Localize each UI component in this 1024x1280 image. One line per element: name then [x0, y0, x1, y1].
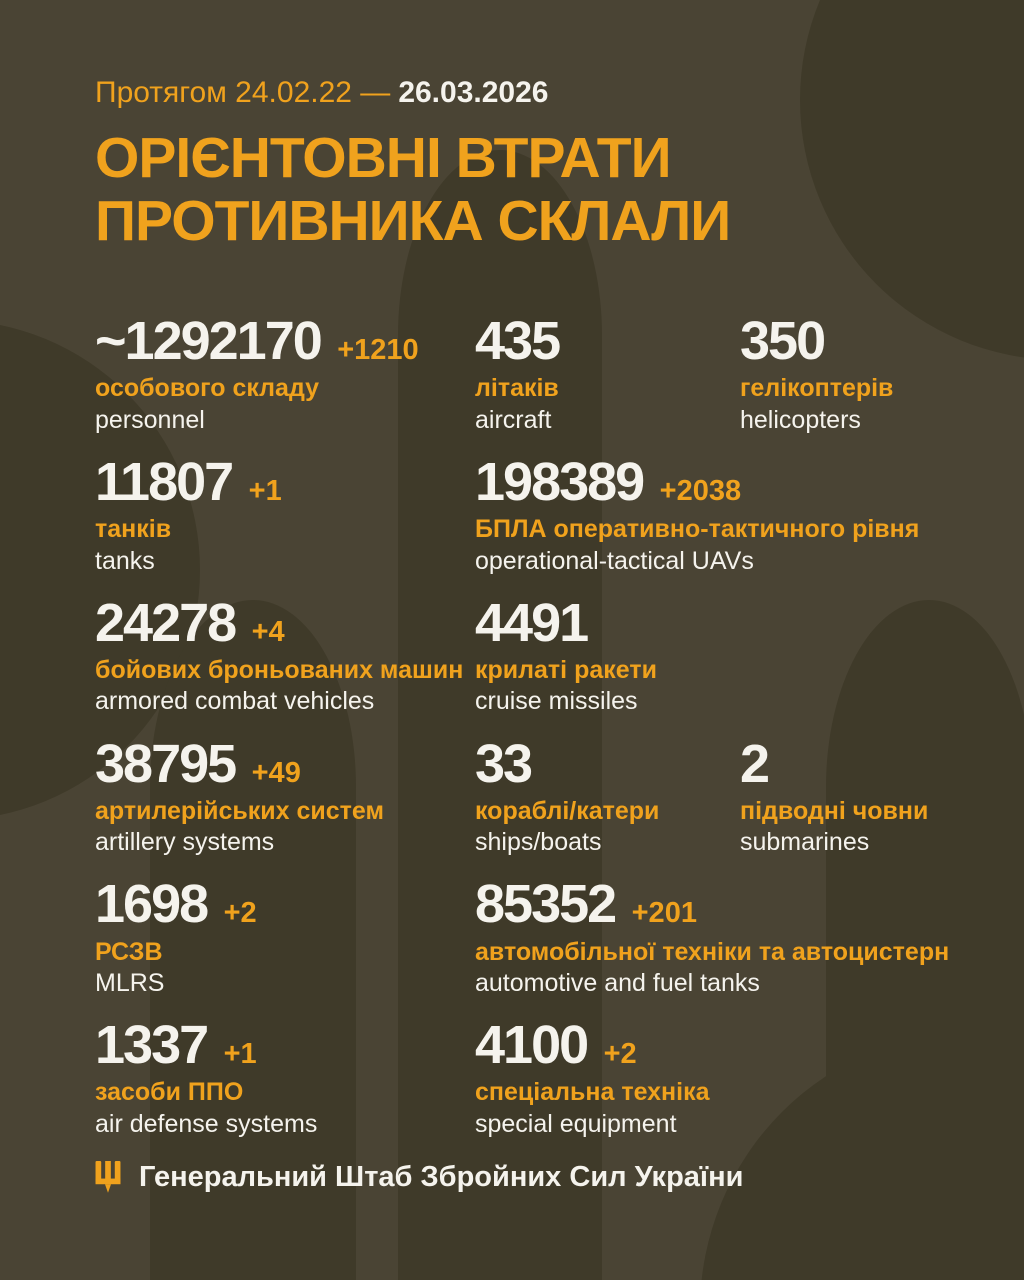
stat-label-en: aircraft	[475, 405, 552, 434]
stat-label-uk: артилерійських систем	[95, 796, 384, 825]
stats-row-6	[95, 1015, 988, 1140]
stat-label-en: personnel	[95, 405, 205, 434]
stat-number-line	[95, 874, 463, 935]
stat-cruise-missiles	[475, 592, 988, 718]
stat-label-uk: РСЗВ	[95, 937, 163, 966]
stat-delta: +49	[251, 756, 301, 789]
stat-special-equipment	[475, 1015, 988, 1140]
stat-number-line	[95, 1015, 463, 1076]
stat-value: 4491	[475, 592, 588, 653]
stat-number-line	[475, 1015, 976, 1076]
stat-label-en: automotive and fuel tanks	[475, 968, 760, 997]
stat-automotive	[475, 874, 988, 999]
org-name: Генеральний Штаб Збройних Сил України	[139, 1161, 744, 1194]
stat-label-uk: гелікоптерів	[740, 374, 894, 403]
stat-uavs	[475, 451, 988, 577]
stat-label-en: helicopters	[740, 405, 861, 434]
stat-value: 38795	[95, 733, 236, 794]
stat-delta: +4	[251, 615, 285, 648]
stat-value: 198389	[475, 451, 644, 512]
stat-label-uk: автомобільної техніки та автоцистерн	[475, 937, 950, 966]
stat-label-uk: танків	[95, 515, 172, 544]
stat-number-line	[95, 592, 463, 653]
stat-helicopters	[740, 311, 988, 436]
stat-label-uk: особового складу	[95, 374, 320, 403]
stat-delta: +2	[223, 897, 257, 930]
stat-label-uk: крилаті ракети	[475, 656, 657, 685]
stat-label-uk: підводні човни	[740, 796, 929, 825]
stat-label-uk: кораблі/катери	[475, 796, 660, 825]
stat-number-line	[740, 311, 976, 372]
stat-number-line	[95, 733, 463, 794]
stat-label-en: MLRS	[95, 968, 165, 997]
report-period	[95, 76, 988, 111]
stat-label-en: artillery systems	[95, 828, 275, 857]
stat-label-uk: спеціальна техніка	[475, 1078, 710, 1107]
stat-delta: +1210	[337, 334, 419, 367]
stats-row-4	[95, 733, 988, 859]
stat-number-line	[95, 451, 463, 512]
stat-label-uk: засоби ППО	[95, 1078, 244, 1107]
stat-aircraft	[475, 311, 740, 436]
stats-row-2	[95, 451, 988, 577]
stat-label-en: air defense systems	[95, 1109, 318, 1138]
stat-label-en: ships/boats	[475, 828, 602, 857]
stat-label-en: special equipment	[475, 1109, 677, 1138]
stat-value: 1337	[95, 1015, 208, 1076]
stat-number-line	[475, 311, 728, 372]
stat-value: 4100	[475, 1015, 588, 1076]
period-date: 26.03.2026	[398, 76, 549, 109]
stat-label-en: tanks	[95, 546, 155, 575]
stat-label-uk: бойових броньованих машин	[95, 656, 464, 685]
stats-row-1	[95, 311, 988, 436]
trident-icon	[95, 1161, 121, 1195]
stat-number-line	[95, 311, 463, 372]
stat-value: ~1292170	[95, 311, 321, 372]
stat-number-line	[475, 733, 728, 794]
stat-number-line	[475, 451, 976, 512]
stat-label-uk: БПЛА оперативно-тактичного рівня	[475, 515, 920, 544]
period-label: Протягом 24.02.22 —	[95, 76, 391, 109]
stat-armored-vehicles	[95, 592, 475, 718]
stat-value: 85352	[475, 874, 616, 935]
stat-value: 435	[475, 311, 560, 372]
stat-delta: +2038	[659, 474, 742, 507]
page-title	[95, 127, 988, 255]
stat-number-line	[475, 592, 976, 653]
stat-value: 350	[740, 311, 825, 372]
stat-number-line	[475, 874, 976, 935]
stat-delta: +1	[248, 474, 282, 507]
stat-label-en: operational-tactical UAVs	[475, 546, 754, 575]
stat-delta: +2	[603, 1038, 637, 1071]
page-title-line1: ОРІЄНТОВНІ ВТРАТИ	[95, 125, 671, 190]
stat-label-en: cruise missiles	[475, 687, 638, 716]
stat-delta: +201	[631, 897, 697, 930]
stat-number-line	[740, 733, 976, 794]
stat-value: 11807	[95, 451, 233, 512]
stat-label-en: armored combat vehicles	[95, 687, 375, 716]
stat-tanks	[95, 451, 475, 577]
stat-value: 1698	[95, 874, 208, 935]
stats-row-5	[95, 874, 988, 999]
stats-row-3	[95, 592, 988, 718]
stat-air-defense	[95, 1015, 475, 1140]
stat-delta: +1	[223, 1038, 257, 1071]
page-title-line2: ПРОТИВНИКА СКЛАЛИ	[95, 189, 731, 254]
footer	[95, 1161, 988, 1195]
stat-value: 2	[740, 733, 769, 794]
stat-artillery	[95, 733, 475, 859]
stat-value: 33	[475, 733, 532, 794]
stat-ships	[475, 733, 740, 859]
stat-label-en: submarines	[740, 828, 870, 857]
stat-mlrs	[95, 874, 475, 999]
stat-value: 24278	[95, 592, 236, 653]
stat-personnel	[95, 311, 475, 436]
stat-label-uk: літаків	[475, 374, 559, 403]
stat-submarines	[740, 733, 988, 859]
